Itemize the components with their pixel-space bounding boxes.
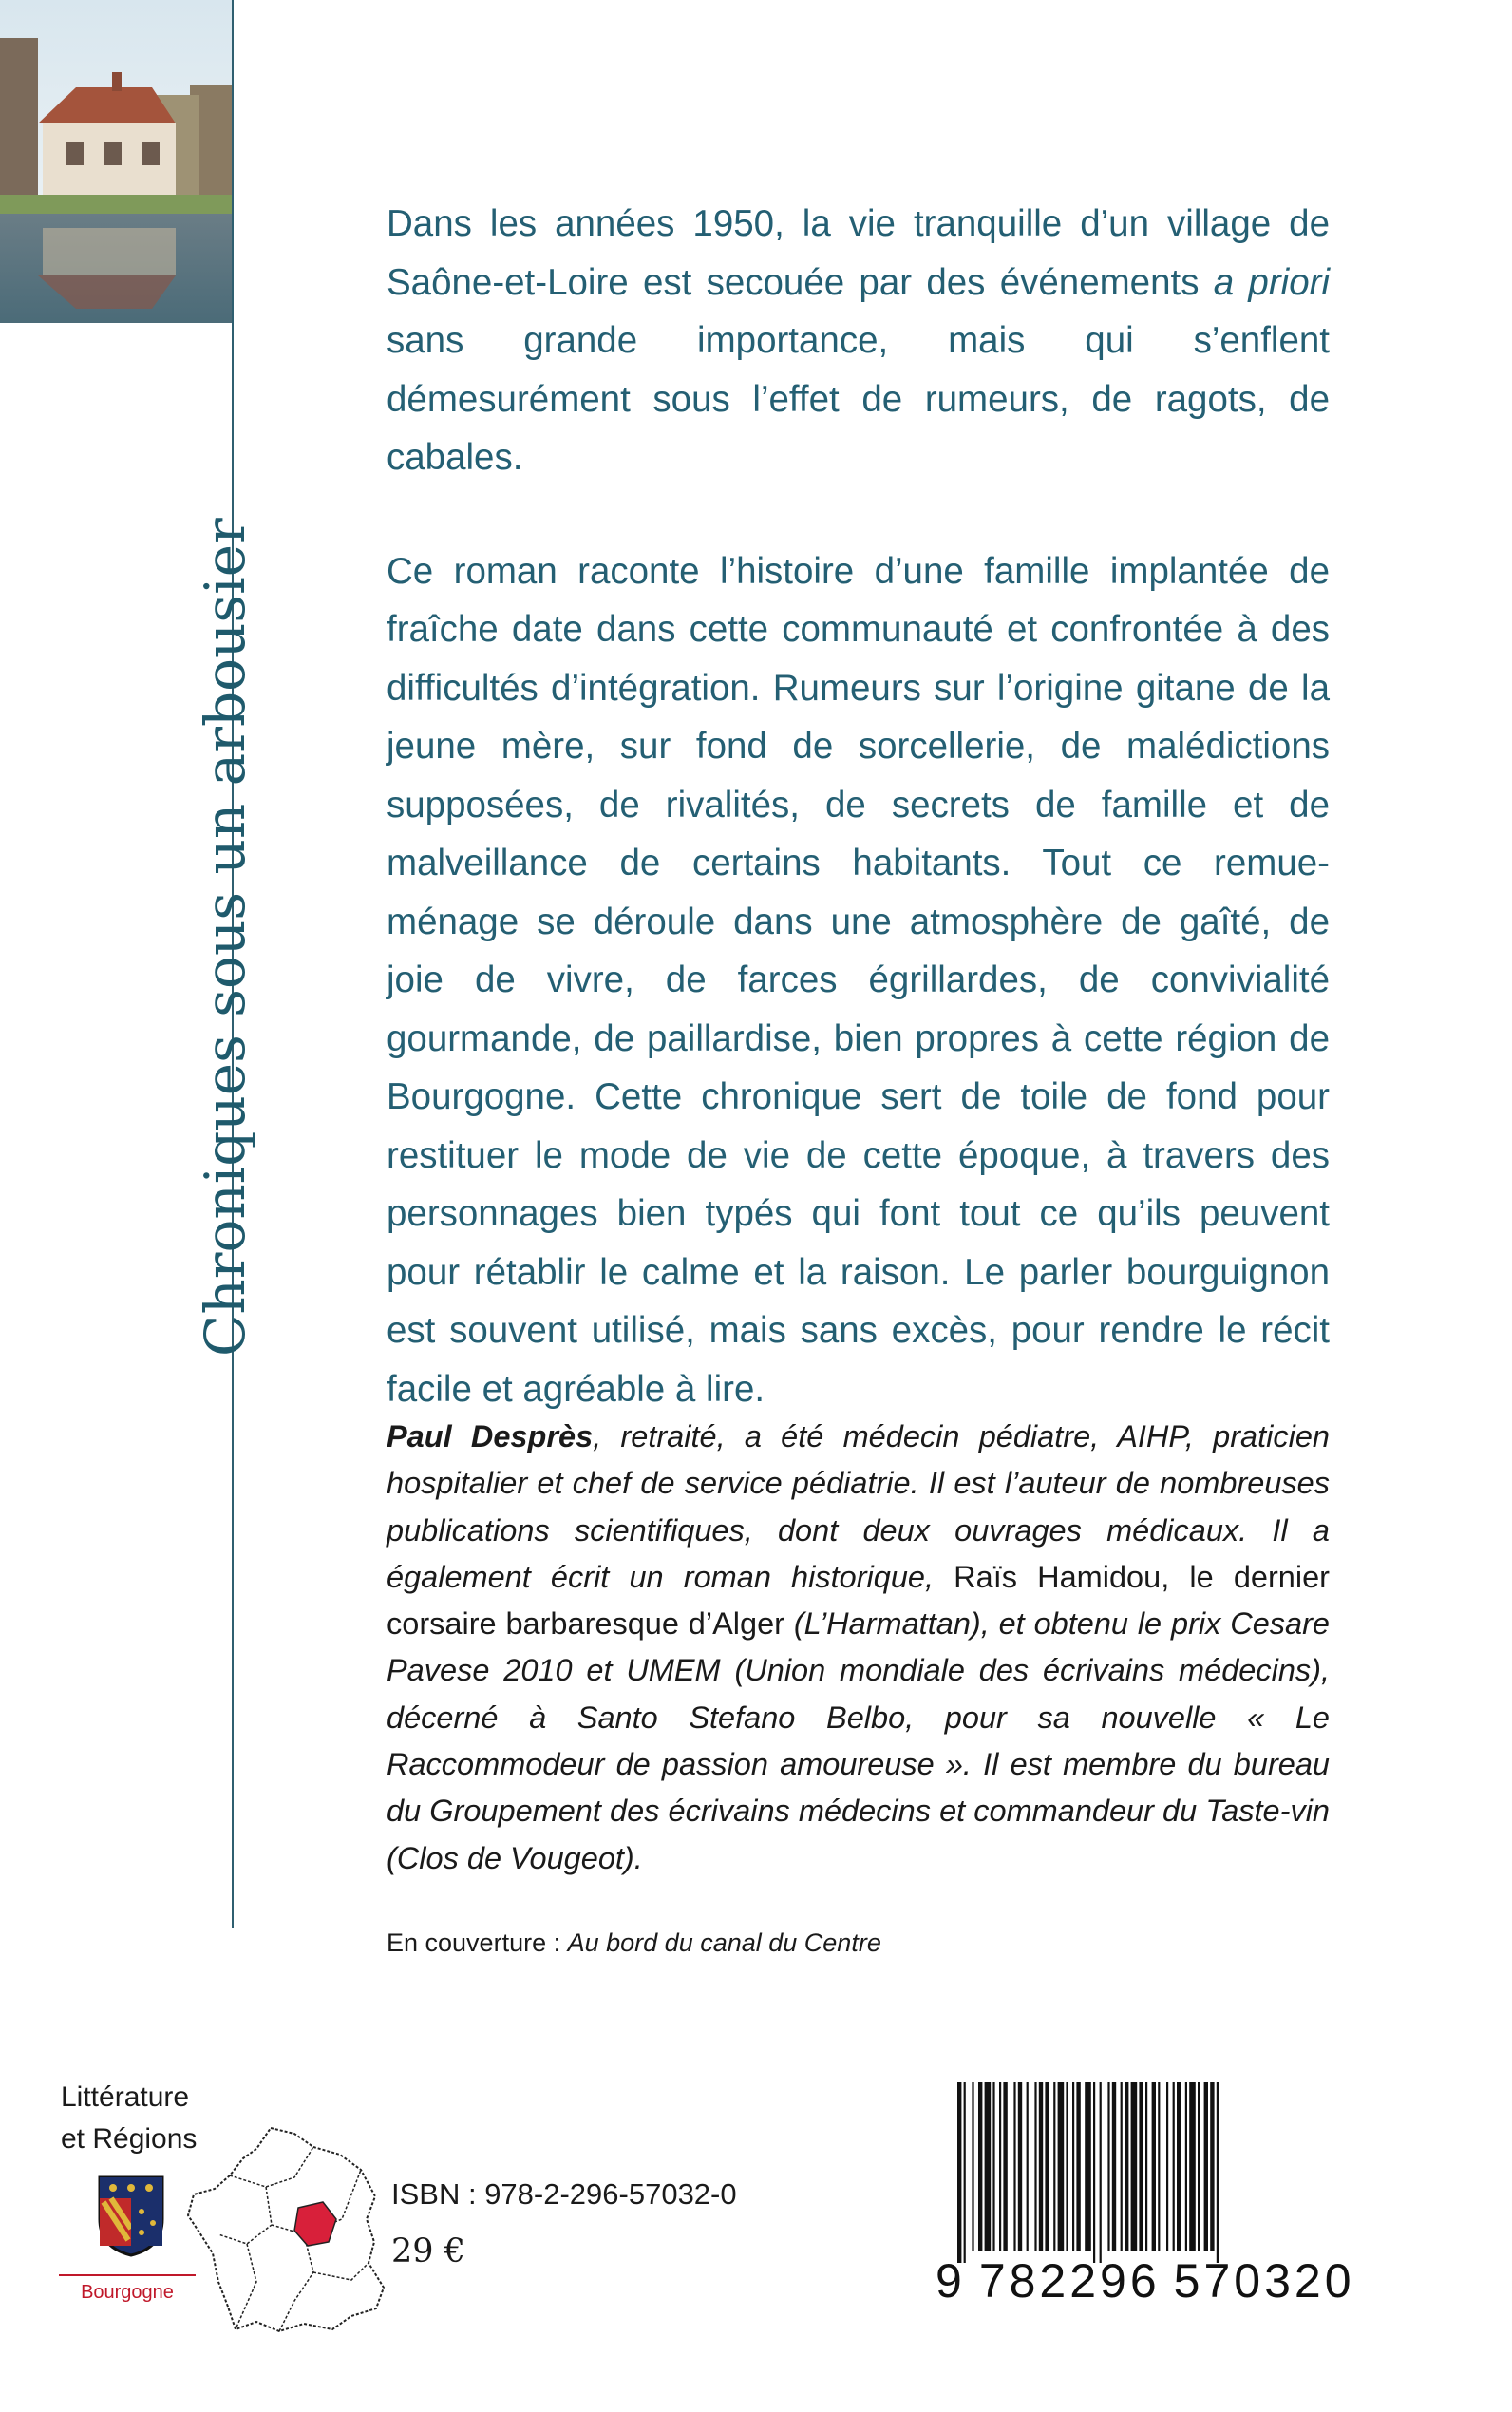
barcode-bar [1066,2082,1068,2251]
barcode-bar [985,2082,992,2251]
barcode-bar [1093,2082,1095,2263]
barcode-bar [1018,2082,1022,2251]
barcode-group-2: 570320 [1173,2254,1355,2308]
barcode-bar [957,2082,961,2263]
barcode-bar [1198,2082,1200,2251]
barcode-bar [1013,2082,1015,2251]
barcode-bar [1058,2082,1065,2251]
barcode-group-1: 782296 [978,2254,1161,2308]
barcode-bar [1072,2082,1074,2251]
barcode-bar [1131,2082,1138,2251]
barcode-bar [1177,2082,1181,2251]
spine-title: Chroniques sous un arbousier [193,518,257,1357]
series-divider [59,2274,196,2276]
barcode-bar [1217,2082,1219,2263]
side-panel [0,0,257,2412]
blurb-paragraph-1-text-end: sans grande importance, mais qui s’enflent démesurément sous l’effet de rumeurs, de ragots, de cabales. [387,320,1330,478]
barcode-bar [1125,2082,1128,2251]
blurb-paragraph-2: Ce roman raconte l’histoire d’une famille implantée de fraîche date dans cette communauté et confrontée à des difficultés d’intégration. Rumeurs sur l’origine gitane de la jeune mère, sur fond de sorcellerie, de malédictions supposées, de rivalités, de secrets de famille et de malveillance de certains habitants. Tout ce remue-ménage se déroule dans une atmosphère de gaîté, de joie de vivre, de farces égrillardes, de convivialité gourmande, de paillardise, bien propres à cette région de Bourgogne. Cette chronique sert de toile de fond pour restituer le mode de vie de cette époque, à travers des personnages bien typés qui font tout ce qu’ils peuvent pour rétablir le calme et la raison. Le parler bourguignon est souvent utilisé, mais sans excès, pour rendre le récit facile et agréable à lire. [387,550,1330,1410]
author-name: Paul Desprès [387,1419,594,1453]
barcode-bar [1112,2082,1116,2251]
blurb-paragraph-1-text: Dans les années 1950, la vie tranquille d’un village de Saône-et-Loire est secouée par des événements [387,203,1330,303]
author-bio-text-1: , retraité, a été médecin pédiatre, AIHP, praticien hospitalier et chef de service pédiatrie. Il est l’auteur de nombreuses publications scientifiques, dont deux ouvrages médicaux. Il a également écrit un roman historique, [387,1419,1330,1594]
author-bio-text-2: (L’Harmattan), et obtenu le prix Cesare Pavese 2010 et UMEM (Union mondiale des écrivains médecins), décerné à Santo Stefano Belbo, pour sa nouvelle « Le Raccommodeur de passion amoureuse ». Il est membre du bureau du Groupement des écrivains médecins et commandeur du Taste-vin (Clos de Vougeot). [387,1606,1330,1875]
barcode-bar [1039,2082,1043,2251]
barcode-bar [1185,2082,1187,2251]
barcode-bar [1053,2082,1055,2251]
barcode-bar [992,2082,994,2251]
blurb-paragraph-1-italic: a priori [1213,261,1330,303]
barcode-bar [1107,2082,1109,2251]
barcode-bar [1173,2082,1175,2251]
barcode-bar [1100,2082,1102,2263]
barcode-bar [1166,2082,1168,2251]
barcode-bar [1034,2082,1036,2251]
cover-photo-canal-house [0,0,232,323]
cover-credit [387,1928,881,1958]
book-title: Raïs Hamidou, le dernier corsaire barbaresque d’Alger [387,1559,1330,1642]
barcode-bar [1027,2082,1029,2251]
blurb-paragraph-1 [387,195,1330,487]
france-regions-map-icon [180,2120,399,2339]
barcode-bar [999,2082,1001,2251]
barcode-bar [1152,2082,1156,2251]
barcode-bar [978,2082,982,2251]
barcode-bar [1145,2082,1147,2251]
barcode-bar [1085,2082,1091,2251]
price: 29 € [391,2232,465,2270]
barcode-bar [1158,2082,1160,2251]
barcode-bar [1210,2082,1214,2251]
barcode-bar [1003,2082,1007,2251]
series-line-1: Littérature [61,2081,190,2113]
barcode-bar [1189,2082,1196,2251]
barcode-bar [1204,2082,1208,2251]
barcode-bar [1045,2082,1049,2251]
series-region: Bourgogne [81,2282,174,2303]
isbn: ISBN : 978-2-296-57032-0 [391,2177,737,2211]
cover-credit-caption: Au bord du canal du Centre [567,1928,881,1957]
cover-credit-label: En couverture : [387,1928,568,1957]
barcode-digits [936,2253,1355,2308]
barcode-first-digit: 9 [936,2254,966,2308]
author-bio [387,1414,1330,1882]
barcode-bar [964,2082,966,2263]
burgundy-crest-icon [96,2174,166,2257]
series-line-2: et Régions [61,2123,198,2155]
barcode-bar [1076,2082,1080,2251]
barcode-bar [972,2082,973,2251]
blurb [387,195,1330,1418]
barcode-bar [1139,2082,1143,2251]
barcode-bar [1121,2082,1123,2251]
